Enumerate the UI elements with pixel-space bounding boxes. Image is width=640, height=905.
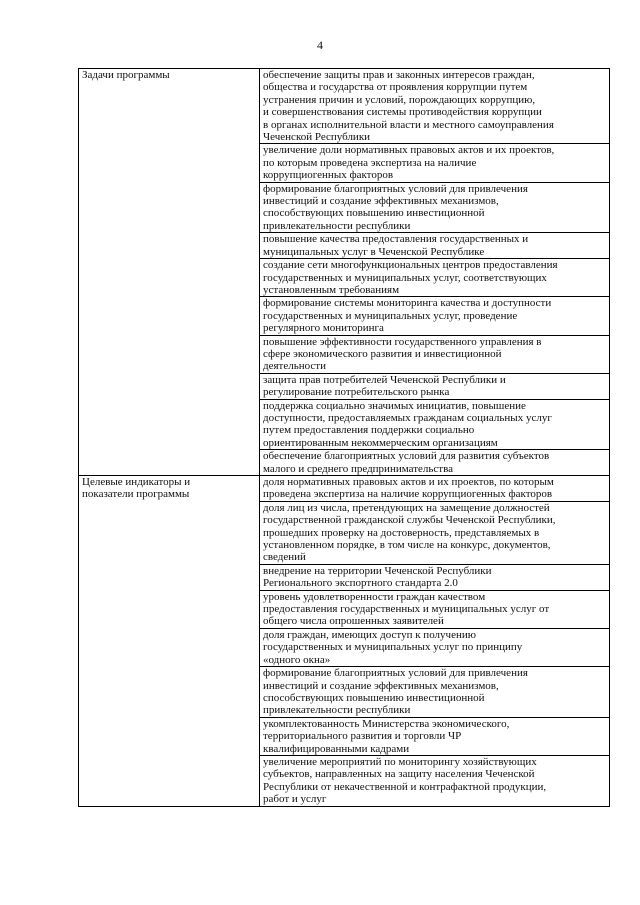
item-line: государственной гражданской службы Чеченской Республики, <box>263 514 556 527</box>
item-line: регулярного мониторинга <box>263 322 384 335</box>
section-item <box>260 628 610 666</box>
item-line: квалифицированными кадрами <box>263 742 410 755</box>
item-line: по которым проведена экспертиза на наличие <box>263 156 477 169</box>
item-line: общего числа опрошенных заявителей <box>263 615 444 628</box>
section-item <box>260 259 610 297</box>
item-line: поддержка социально значимых инициатив, повышение <box>263 399 526 412</box>
item-line: привлекательности республики <box>263 219 411 232</box>
item-line: сведений <box>263 551 306 564</box>
item-line: доступности, предоставляемых гражданам социальных услуг <box>263 411 552 424</box>
item-line: сфере экономического развития и инвестиционной <box>263 347 502 360</box>
item-line: ориентированным некоммерческим организациям <box>263 436 498 449</box>
item-line: укомплектованность Министерства экономического, <box>263 717 510 730</box>
program-passport-table <box>78 68 610 807</box>
section-label <box>79 476 260 807</box>
item-line: государственных и муниципальных услуг по принципу <box>263 641 523 654</box>
section-item <box>260 564 610 590</box>
section-label <box>79 69 260 476</box>
item-line: и совершенствования системы противодействия коррупции <box>263 106 542 119</box>
item-line: общества и государства от проявления коррупции путем <box>263 81 528 94</box>
section-item <box>260 399 610 450</box>
item-line: обеспечение благоприятных условий для развития субъектов <box>263 450 550 463</box>
section-item <box>260 182 610 233</box>
section-item <box>260 144 610 182</box>
item-line: проведена экспертиза на наличие коррупциогенных факторов <box>263 488 553 501</box>
item-line: увеличение мероприятий по мониторингу хозяйствующих <box>263 755 537 768</box>
item-line: малого и среднего предпринимательства <box>263 462 454 475</box>
table-row <box>79 69 610 144</box>
section-item <box>260 69 610 144</box>
item-line: обеспечение защиты прав и законных интересов граждан, <box>263 69 535 81</box>
item-line: регулирование потребительского рынка <box>263 386 450 399</box>
item-line: прошедших проверку на достоверность, представляемых в <box>263 526 540 539</box>
page-number: 4 <box>317 38 323 52</box>
item-line: формирование благоприятных условий для привлечения <box>263 667 528 680</box>
item-line: Республики от некачественной и контрафактной продукции, <box>263 780 547 793</box>
item-line: уровень удовлетворенности граждан качеством <box>263 590 486 603</box>
item-line: коррупциогенных факторов <box>263 169 394 182</box>
item-line: привлекательности республики <box>263 704 411 717</box>
section-item <box>260 476 610 502</box>
item-line: увеличение доли нормативных правовых актов и их проектов, <box>263 144 555 157</box>
section-label-line: показатели программы <box>82 488 190 501</box>
item-line: устранения причин и условий, порождающих коррупцию, <box>263 93 536 106</box>
item-line: деятельности <box>263 360 326 373</box>
item-line: «одного окна» <box>263 653 331 666</box>
item-line: Чеченской Республики <box>263 131 371 144</box>
item-line: установленном порядке, в том числе на конкурс, документов, <box>263 539 551 552</box>
item-line: формирование системы мониторинга качества и доступности <box>263 297 552 310</box>
section-label-text: Задачи программы <box>82 69 170 81</box>
section-item <box>260 335 610 373</box>
section-item <box>260 501 610 564</box>
item-line: создание сети многофункциональных центров предоставления <box>263 259 558 272</box>
item-line: повышение эффективности государственного управления в <box>263 335 542 348</box>
section-item <box>260 667 610 718</box>
item-line: путем предоставления поддержки социально <box>263 424 475 437</box>
item-line: предоставления государственных и муниципальных услуг от <box>263 603 550 616</box>
section-item <box>260 297 610 335</box>
item-line: в органах исполнительной власти и местного самоуправления <box>263 118 554 131</box>
section-item <box>260 755 610 806</box>
item-line: доля граждан, имеющих доступ к получению <box>263 628 476 641</box>
section-label-line: Целевые индикаторы и <box>82 476 191 488</box>
section-item <box>260 590 610 628</box>
item-line: муниципальных услуг в Чеченской Республике <box>263 245 485 258</box>
item-line: способствующих повышению инвестиционной <box>263 691 485 704</box>
table-row <box>79 476 610 502</box>
item-line: формирование благоприятных условий для привлечения <box>263 182 528 195</box>
section-item <box>260 450 610 476</box>
item-line: повышение качества предоставления государственных и <box>263 233 529 246</box>
item-line: субъектов, направленных на защиту населения Чеченской <box>263 768 535 781</box>
item-line: государственных и муниципальных услуг, проведение <box>263 309 518 322</box>
item-line: внедрение на территории Чеченской Республики <box>263 564 492 577</box>
item-line: работ и услуг <box>263 793 327 806</box>
item-line: установленным требованиям <box>263 283 400 296</box>
item-line: территориального развития и торговли ЧР <box>263 730 462 743</box>
item-line: способствующих повышению инвестиционной <box>263 207 485 220</box>
item-line: доля нормативных правовых актов и их проектов, по которым <box>263 476 554 488</box>
item-line: доля лиц из числа, претендующих на замещение должностей <box>263 501 550 514</box>
item-line: инвестиций и создание эффективных механизмов, <box>263 679 499 692</box>
item-line: Регионального экспортного стандарта 2.0 <box>263 577 458 590</box>
item-line: защита прав потребителей Чеченской Республики и <box>263 373 506 386</box>
section-item <box>260 373 610 399</box>
section-item <box>260 233 610 259</box>
item-line: государственных и муниципальных услуг, соответствующих <box>263 271 547 284</box>
item-line: инвестиций и создание эффективных механизмов, <box>263 195 499 208</box>
section-item <box>260 717 610 755</box>
